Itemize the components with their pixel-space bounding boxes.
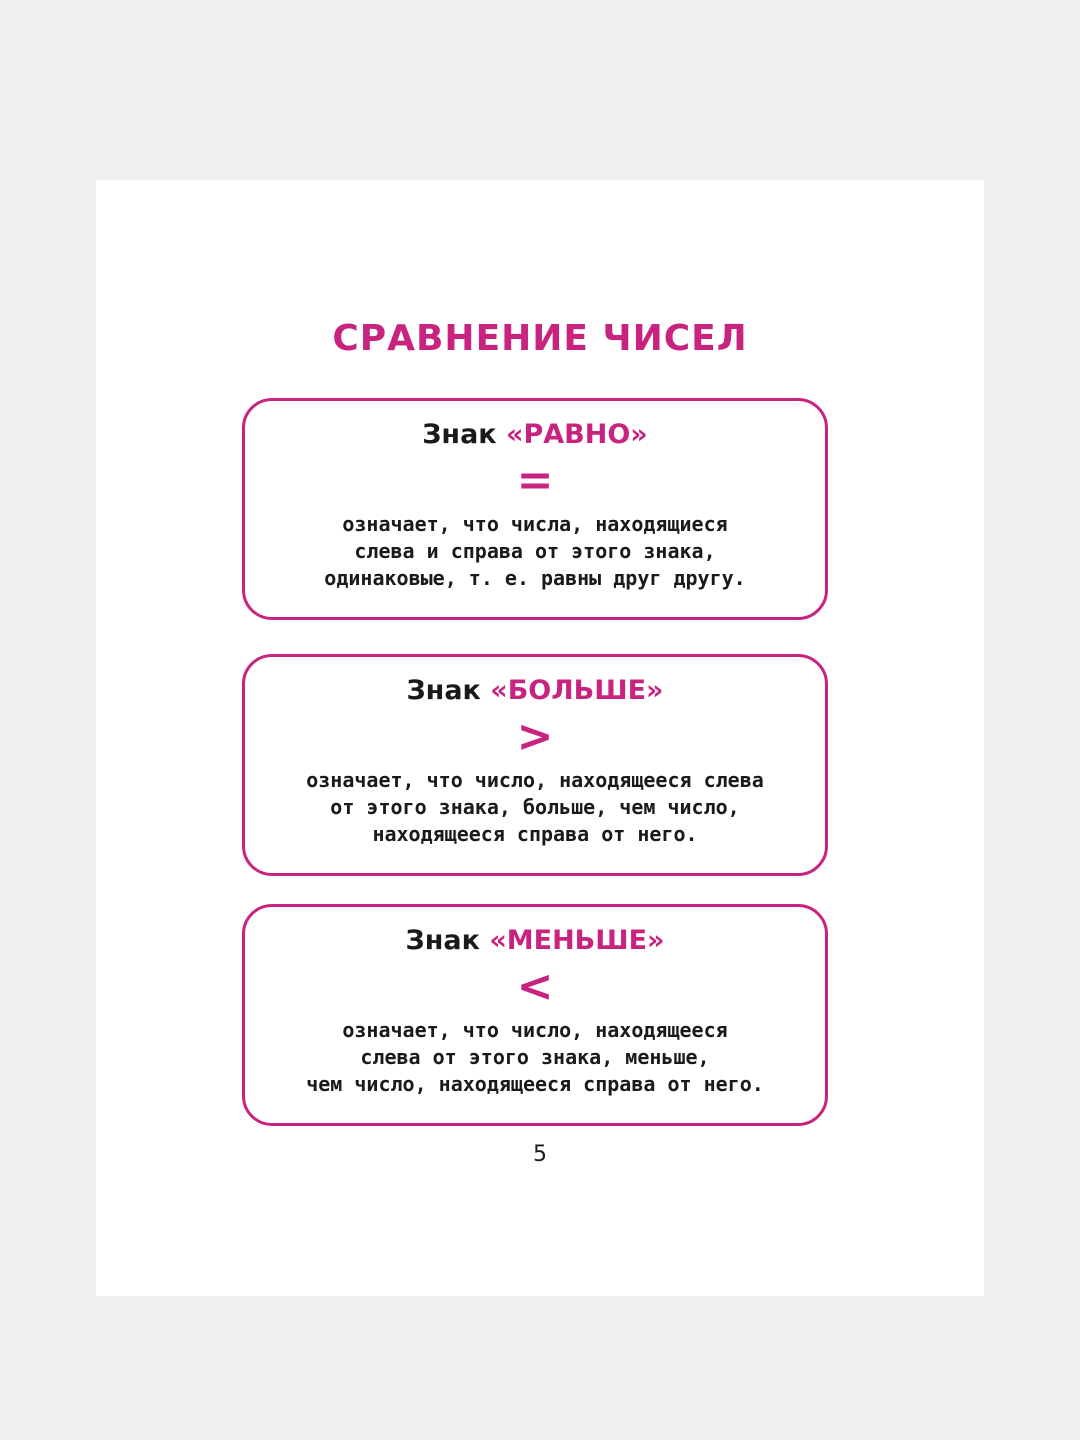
description-line: слева от этого знака, меньше, [360, 1045, 710, 1069]
sign-name: «РАВНО» [506, 419, 648, 450]
card-description [245, 1017, 825, 1098]
page-title: СРАВНЕНИЕ ЧИСЕЛ [332, 318, 748, 359]
less-sign-card [242, 904, 828, 1126]
description-line: означает, что число, находящееся слева [306, 768, 764, 792]
equals-sign-card [242, 398, 828, 620]
card-heading [245, 419, 825, 450]
heading-word: Знак [422, 419, 497, 450]
page-number: 5 [533, 1142, 547, 1167]
description-line: означает, что числа, находящиеся [342, 512, 728, 536]
sign-name: «МЕНЬШЕ» [489, 925, 665, 956]
card-heading [245, 925, 825, 956]
description-line: находящееся справа от него. [372, 822, 698, 846]
sign-name: «БОЛЬШЕ» [490, 675, 664, 706]
card-description [245, 511, 825, 592]
heading-word: Знак [405, 925, 480, 956]
less-than-sign: < [516, 961, 554, 1012]
description-line: одинаковые, т. е. равны друг другу. [324, 566, 746, 590]
greater-than-sign: > [516, 711, 554, 762]
description-line: от этого знака, больше, чем число, [330, 795, 740, 819]
equals-sign: = [516, 455, 554, 506]
heading-word: Знак [406, 675, 481, 706]
description-line: слева и справа от этого знака, [354, 539, 716, 563]
description-line: означает, что число, находящееся [342, 1018, 728, 1042]
book-page [96, 180, 984, 1296]
card-heading [245, 675, 825, 706]
card-description [245, 767, 825, 848]
greater-sign-card [242, 654, 828, 876]
description-line: чем число, находящееся справа от него. [306, 1072, 764, 1096]
